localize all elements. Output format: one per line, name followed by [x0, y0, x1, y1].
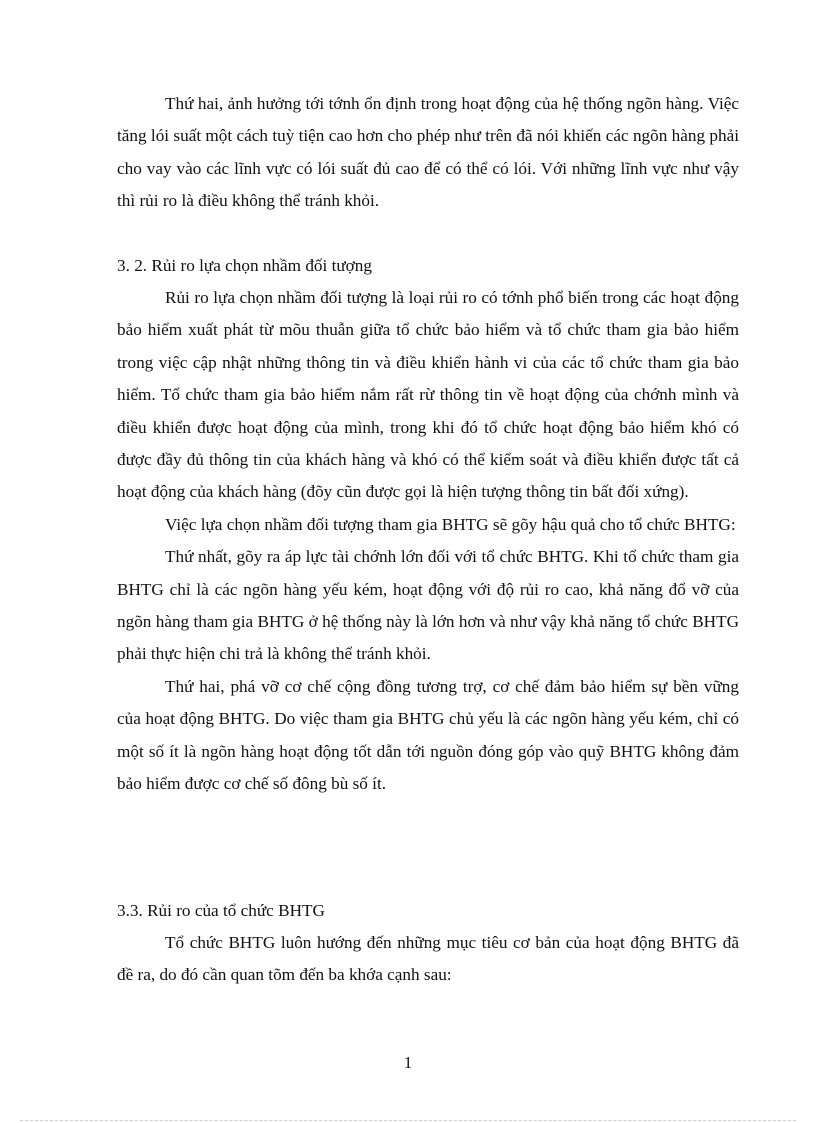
section-3-3 [117, 895, 739, 992]
page-number: 1 [403, 1053, 413, 1072]
section-3-2 [117, 250, 739, 801]
page-bottom-divider [20, 1120, 796, 1121]
intro-paragraph: Thứ hai, ảnh hưởng tới tớnh ổn định trong hoạt động của hệ thống ngõn hàng. Việc tăng lói suất một cách tuỳ tiện cao hơn cho phép như trên đã nói khiến các ngõn hàng phải cho vay vào các lĩnh vực có lói suất đủ cao để có thể có lói. Với những lĩnh vực như vậy thì rủi ro là điều không thể tránh khỏi. [117, 94, 739, 211]
section-3-2-paragraph-4: Thứ hai, phá vỡ cơ chế cộng đồng tương trợ, cơ chế đảm bảo hiểm sự bền vững của hoạt động BHTG. Do việc tham gia BHTG chủ yếu là các ngõn hàng yếu kém, chỉ có một số ít là ngõn hàng hoạt động tốt dẫn tới nguồn đóng góp vào quỹ BHTG không đảm bảo hiểm được cơ chế số đông bù số ít. [117, 676, 739, 794]
section-3-3-heading: 3.3. Rủi ro của tổ chức BHTG [117, 901, 325, 920]
section-3-2-paragraph-2: Việc lựa chọn nhầm đối tượng tham gia BHTG sẽ gõy hậu quả cho tổ chức BHTG: [165, 514, 736, 534]
section-intro [117, 88, 739, 218]
section-3-2-heading: 3. 2. Rủi ro lựa chọn nhầm đối tượng [117, 256, 372, 275]
section-3-2-paragraph-3: Thứ nhất, gõy ra áp lực tài chớnh lớn đối với tổ chức BHTG. Khi tổ chức tham gia BHTG chỉ là các ngõn hàng yếu kém, hoạt động với độ rủi ro cao, khả năng đổ vỡ của ngõn hàng tham gia BHTG ở hệ thống này là lớn hơn và như vậy khả năng tổ chức BHTG phải thực hiện chi trả là không thể tránh khỏi. [117, 547, 739, 664]
section-3-3-paragraph: Tổ chức BHTG luôn hướng đến những mục tiêu cơ bản của hoạt động BHTG đã đề ra, do đó cần quan tõm đến ba khớa cạnh sau: [117, 933, 739, 985]
section-3-2-paragraph-1: Rủi ro lựa chọn nhầm đối tượng là loại rủi ro có tớnh phổ biến trong các hoạt động bảo hiểm xuất phát từ mõu thuẫn giữa tổ chức bảo hiểm và tổ chức tham gia bảo hiểm trong việc cập nhật những thông tin và điều khiển hành vi của các tổ chức tham gia bảo hiểm. Tổ chức tham gia bảo hiểm nắm rất rừ thông tin về hoạt động của chớnh mình và điều khiển được hoạt động của mình, trong khi đó tổ chức hoạt động bảo hiểm khó có được đầy đủ thông tin của khách hàng và khó có thể kiểm soát và điều khiển được tất cả hoạt động của khách hàng (đõy cũn được gọi là hiện tượng thông tin bất đối xứng). [117, 288, 739, 502]
